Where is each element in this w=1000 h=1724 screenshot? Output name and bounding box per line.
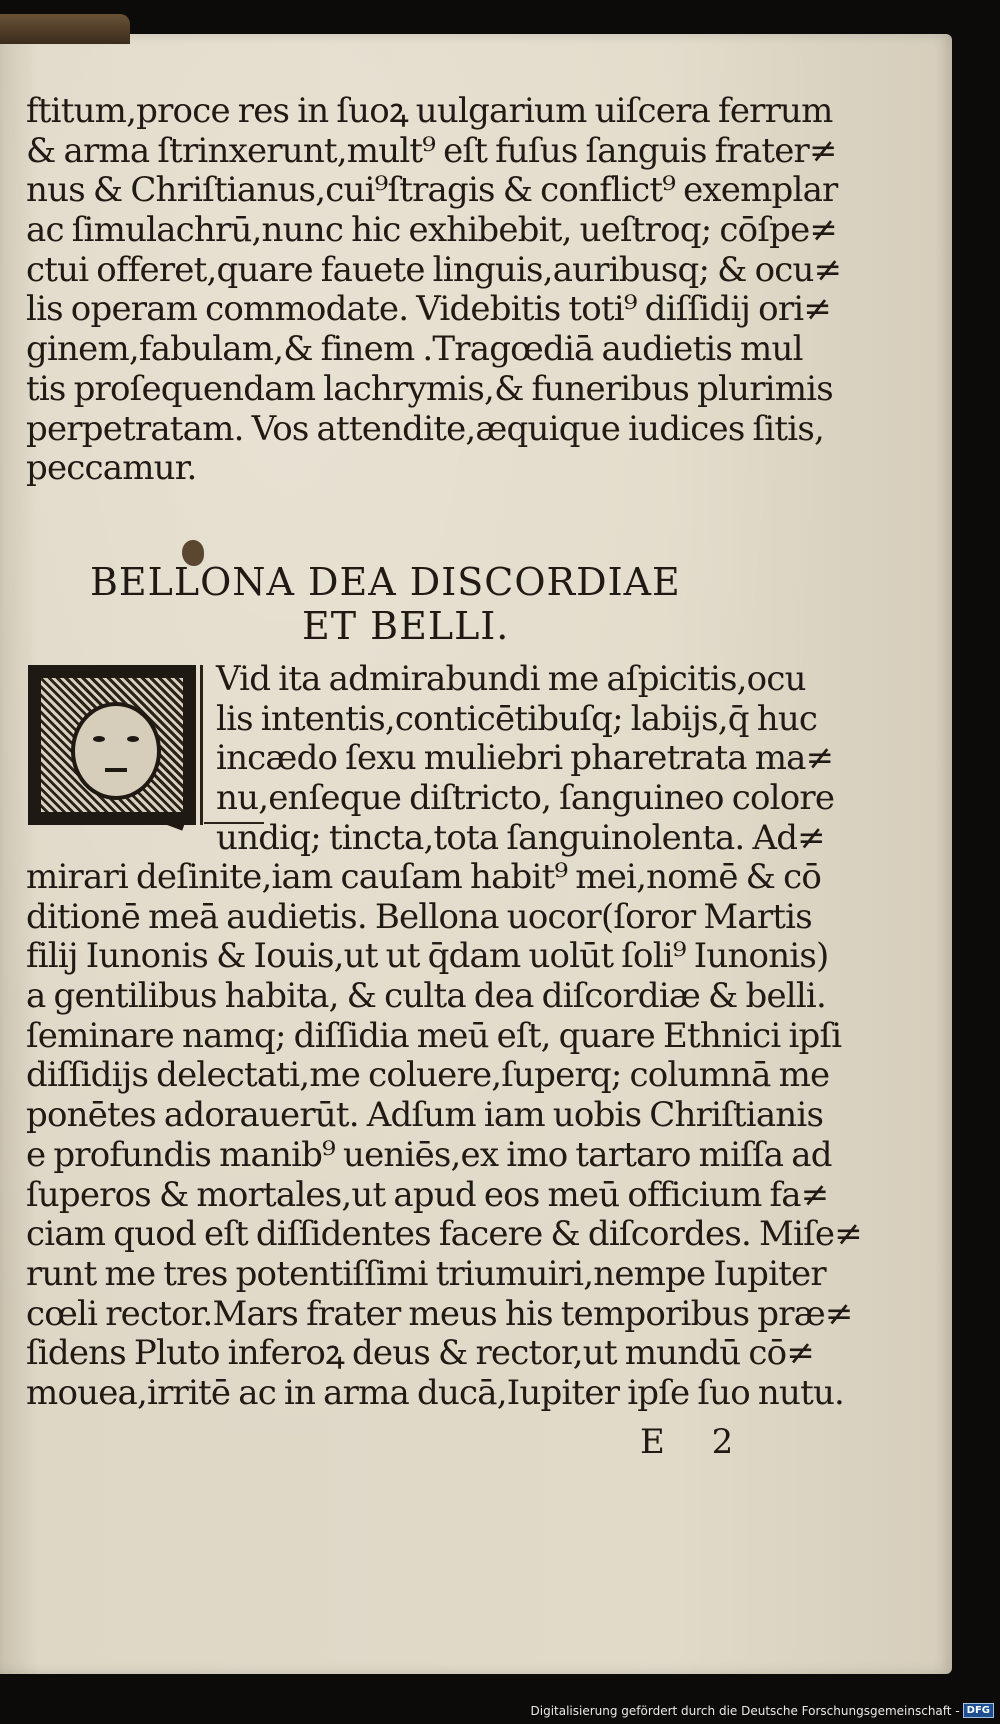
text-line: Vid ita admirabundi me aſpicitis,ocu	[216, 659, 806, 699]
text-line: e profundis manib⁹ ueniēs,ex imo tartaro miſſa ad	[26, 1134, 832, 1175]
text-line: mouea,irritē ac in arma ducā,Iupiter ipſe ſuo nutu.	[26, 1372, 845, 1413]
text-line: cœli rector.Mars frater meus his temporibus præ≠	[26, 1293, 853, 1334]
signature-mark: E 2	[640, 1422, 752, 1462]
mouth-icon	[105, 768, 127, 772]
text-line: ſeminare namq; diſſidia meū eſt, quare Ethnici ipſi	[26, 1015, 842, 1056]
text-line: tis proſequendam lachrymis,& funeribus plurimis	[26, 368, 833, 409]
text-line: nu,enſeque diſtricto, ſanguineo colore	[216, 778, 835, 819]
text-line: ginem,fabulam,& finem .Tragœdiā audietis mul	[26, 329, 803, 370]
text-beside-initial	[216, 660, 836, 858]
heading-line-1: BELLONA DEA DISCORDIAE	[90, 560, 681, 604]
text-line: runt me tres potentiſſimi triumuiri,nempe Iupiter	[26, 1253, 826, 1294]
footer-text: Digitalisierung gefördert durch die Deutsche Forschungsgemeinschaft -	[530, 1703, 960, 1718]
decorated-initial-q	[28, 665, 196, 825]
face-icon	[71, 702, 161, 800]
text-line: diſſidijs delectati,me coluere,ſuperq; columnā me	[26, 1055, 830, 1096]
text-line: nus & Chriſtianus,cui⁹ſtragis & conflict⁹ exemplar	[26, 170, 838, 211]
text-line: ctui offeret,quare fauete linguis,auribusq; & ocu≠	[26, 249, 842, 290]
text-line: & arma ſtrinxerunt,mult⁹ eſt fuſus ſanguis frater≠	[26, 130, 837, 171]
dfg-logo: DFG	[963, 1703, 994, 1718]
text-line: ponētes adorauerūt. Adſum iam uobis Chriſtianis	[26, 1095, 824, 1136]
text-line: filij Iunonis & Iouis,ut ut q̄dam uolūt ſoli⁹ Iunonis)	[26, 936, 829, 977]
text-line: lis operam commodate. Videbitis toti⁹ diſſidij ori≠	[26, 289, 832, 330]
text-bottom	[26, 857, 862, 1414]
initial-rule	[200, 665, 203, 825]
text-line: ac ſimulachrū,nunc hic exhibebit, ueſtroq; cōſpe≠	[26, 210, 838, 251]
book-binding-edge	[0, 14, 130, 44]
text-line: peccamur.	[26, 448, 197, 489]
text-line: ſidens Pluto inferoꝝ deus & rector,ut mundū cō≠	[26, 1333, 815, 1374]
text-line: perpetratam. Vos attendite,æquique iudices ſitis,	[26, 408, 824, 449]
text-line: ditionē meā audietis. Bellona uocor(ſoror Martis	[26, 896, 812, 937]
text-line: incædo ſexu muliebri pharetrata ma≠	[216, 738, 834, 779]
eye-icon	[127, 736, 139, 742]
text-line: a gentilibus habita, & culta dea diſcordiæ & belli.	[26, 976, 826, 1017]
text-top	[26, 92, 846, 489]
footer-credit	[531, 1703, 995, 1718]
text-line: ciam quod eſt diſſidentes facere & diſcordes. Miſe≠	[26, 1214, 862, 1255]
text-line: ftitum,proce res in ſuoꝝ uulgarium uiſcera ferrum	[26, 91, 833, 131]
text-line: lis intentis,conticētibuſq; labijs,q̄ huc	[216, 698, 818, 739]
text-line: undiq; tincta,tota ſanguinolenta. Ad≠	[216, 817, 825, 858]
text-line: ſuperos & mortales,ut apud eos meū officium fa≠	[26, 1174, 829, 1215]
heading-line-2: ET BELLI.	[302, 604, 510, 648]
eye-icon	[93, 736, 105, 742]
text-line: mirari deſinite,iam cauſam habit⁹ mei,nomē & cō	[26, 857, 822, 897]
